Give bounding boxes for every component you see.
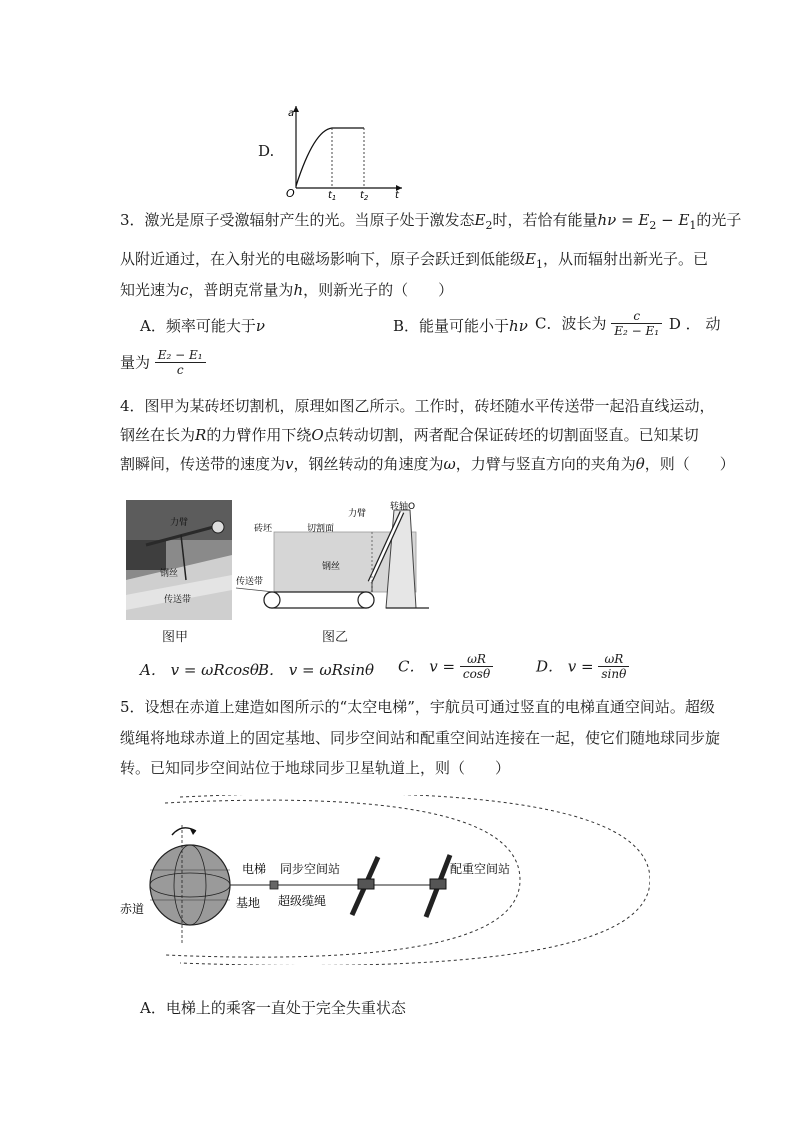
q3-option-a: A．频率可能大于ν [140, 317, 265, 335]
sync-station-satellite [352, 857, 378, 915]
label-cut-face: 切割面 [307, 524, 335, 534]
label-equator: 赤道 [120, 902, 145, 916]
q3-option-c: C．波长为 $\frac{c}{\text{E₂ − E₁}}$ D ． 动 [535, 309, 721, 338]
brick-cutter-photo [126, 500, 232, 620]
orbit-outer [180, 795, 650, 965]
photo-label-arm: 力臂 [170, 518, 189, 528]
q4-line-2: 钢丝在长为R的力臂作用下绕O点转动切割，两者配合保证砖坯的切割面竖直。已知某切 [120, 426, 699, 444]
option-d-label: D. [258, 142, 275, 160]
label-belt: 传送带 [236, 577, 264, 587]
label-brick: 砖坯 [254, 524, 273, 534]
q4-option-a: A． v = ωRcosθ [140, 661, 259, 679]
q5-line-1: 5．设想在赤道上建造如图所示的“太空电梯”，宇航员可通过竖直的电梯直通空间站。超级 [120, 698, 715, 716]
pulley-right [358, 592, 374, 608]
q3-c-fraction: $\frac{c}{\text{E₂ − E₁}}$ [611, 309, 662, 338]
graph-curve [296, 128, 364, 186]
label-sync-station: 同步空间站 [280, 862, 341, 876]
x-axis-label: t [395, 190, 399, 200]
q3-option-b: B．能量可能小于hν [393, 317, 528, 335]
origin-label: O [286, 187, 295, 200]
t1-label: $t_1$ [328, 190, 337, 200]
q3-option-d: 量为 $\frac{\text{E₂ − E₁}}{c}$ [120, 348, 206, 377]
q3-line-2: 从附近通过，在入射光的电磁场影响下，原子会跃迁到低能级$E_1$，从而辐射出新光子。已 [120, 250, 708, 271]
q4-option-b: B． v = ωRsinθ [258, 661, 375, 679]
photo-label-wire: 钢丝 [160, 569, 179, 579]
q5-line-3: 转。已知同步空间站位于地球同步卫星轨道上，则（ ） [120, 759, 511, 777]
label-cable: 超级缆绳 [278, 894, 327, 908]
photo-label-belt: 传送带 [164, 595, 192, 605]
q4-option-c: C． v = $\frac{\omega R}{\cos\theta}$ [398, 652, 493, 681]
label-counterweight: 配重空间站 [450, 862, 511, 876]
brick-cutter-diagram [234, 500, 440, 618]
q4-d-fraction: $\frac{\omega R}{\sin\theta}$ [598, 652, 629, 681]
q3-line-3: 知光速为c，普朗克常量为h，则新光子的（ ） [120, 281, 454, 299]
support-post [386, 510, 416, 608]
fig2-caption: 图乙 [322, 630, 349, 645]
label-axis-o: 转轴O [390, 502, 416, 512]
space-elevator-diagram [120, 795, 650, 965]
elevator-car [270, 881, 278, 889]
t2-label: $t_2$ [360, 190, 369, 200]
label-base: 基地 [236, 896, 261, 910]
graph-d-velocity-time [282, 100, 407, 200]
q5-option-a: A．电梯上的乘客一直处于完全失重状态 [140, 999, 406, 1017]
label-elevator: 电梯 [242, 862, 267, 876]
fig1-caption: 图甲 [162, 630, 189, 645]
q4-line-3: 割瞬间，传送带的速度为v，钢丝转动的角速度为ω，力臂与竖直方向的夹角为θ，则（ ） [120, 455, 735, 473]
q3-d-fraction: $\frac{\text{E₂ − E₁}}{c}$ [155, 348, 206, 377]
pulley-left [264, 592, 280, 608]
q4-option-d: D． v = $\frac{\omega R}{\sin\theta}$ [536, 652, 629, 681]
q4-line-1: 4．图甲为某砖坯切割机，原理如图乙所示。工作时，砖坯随水平传送带一起沿直线运动， [120, 397, 715, 415]
counterweight-satellite [426, 855, 450, 917]
label-wire: 钢丝 [322, 562, 341, 572]
q4-c-fraction: $\frac{\omega R}{\cos\theta}$ [460, 652, 493, 681]
label-arm: 力臂 [348, 509, 367, 519]
earth [150, 845, 230, 925]
q3-line-1: 3．激光是原子受激辐射产生的光。当原子处于激发态$E_2$时，若恰有能量$h\nu = E_2 - E_1$的光子 [120, 211, 742, 232]
y-axis-label: a [288, 108, 295, 119]
q5-line-2: 缆绳将地球赤道上的固定基地、同步空间站和配重空间站连接在一起，使它们随地球同步旋 [120, 729, 721, 747]
